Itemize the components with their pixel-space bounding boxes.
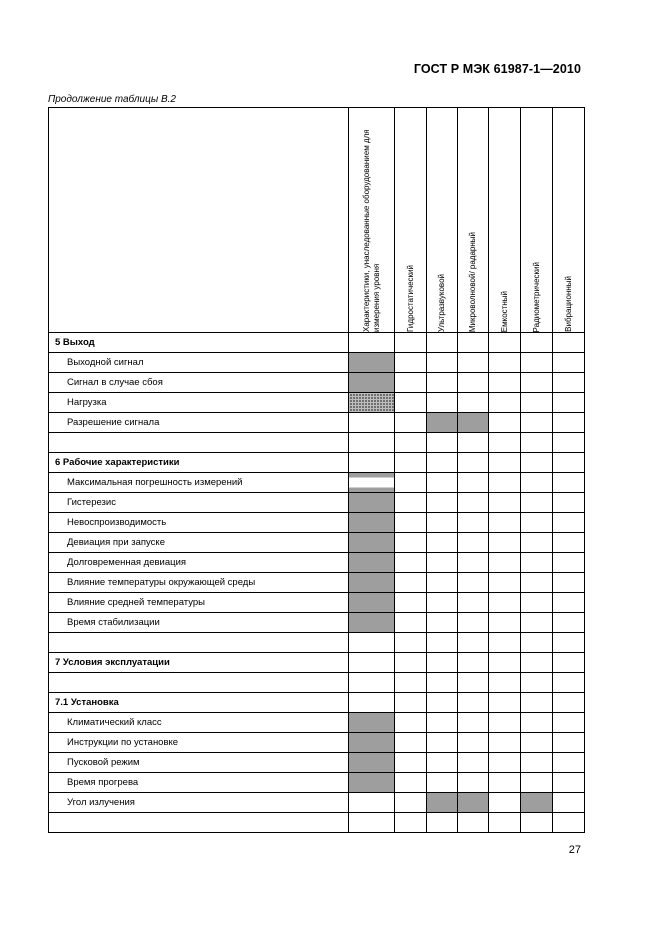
table-cell [427, 613, 458, 633]
table-cell [489, 633, 521, 653]
table-cell [427, 633, 458, 653]
table-cell [427, 573, 458, 593]
table-row [49, 553, 585, 573]
table-cell [458, 633, 489, 653]
table-cell [395, 573, 427, 593]
table-cell [521, 673, 553, 693]
table-cell [427, 753, 458, 773]
column-header-label: Ультразвуковой [437, 273, 446, 332]
table-cell [521, 353, 553, 373]
table-cell [489, 533, 521, 553]
table-cell [427, 473, 458, 493]
table-cell [521, 473, 553, 493]
row-label: Долговременная девиация [49, 553, 349, 573]
table-caption: Продолжение таблицы В.2 [48, 94, 176, 105]
table-row [49, 713, 585, 733]
table-cell [458, 673, 489, 693]
row-label: Максимальная погрешность измерений [49, 473, 349, 493]
table-cell [395, 473, 427, 493]
table-cell [427, 693, 458, 713]
table-cell [553, 593, 585, 613]
table-cell [553, 633, 585, 653]
table-cell [349, 413, 395, 433]
table-cell [458, 733, 489, 753]
table-row [49, 533, 585, 553]
table-header-row [49, 108, 585, 333]
table-cell [349, 673, 395, 693]
table-cell [349, 693, 395, 713]
table-cell [395, 373, 427, 393]
column-header [427, 108, 458, 333]
table-cell [395, 693, 427, 713]
column-header [553, 108, 585, 333]
column-header-label: Емкостный [499, 290, 509, 332]
table-row [49, 473, 585, 493]
table-cell [521, 413, 553, 433]
row-label: Нагрузка [49, 393, 349, 413]
row-label [49, 813, 349, 833]
table-cell [427, 353, 458, 373]
table-cell [489, 333, 521, 353]
row-label: Пусковой режим [49, 753, 349, 773]
column-header [489, 108, 521, 333]
table-cell [553, 773, 585, 793]
table-cell [521, 553, 553, 573]
row-label [49, 673, 349, 693]
table-cell [395, 493, 427, 513]
table-row [49, 753, 585, 773]
table-cell [553, 473, 585, 493]
table-cell [553, 433, 585, 453]
table-row [49, 593, 585, 613]
section-row [49, 453, 585, 473]
table-cell [427, 593, 458, 613]
table-cell [489, 353, 521, 373]
blank-row [49, 433, 585, 453]
marked-cell [427, 413, 458, 433]
table-cell [521, 573, 553, 593]
table-cell [489, 653, 521, 673]
row-label: 6 Рабочие характеристики [49, 453, 349, 473]
table-row [49, 373, 585, 393]
section-row [49, 693, 585, 713]
row-label: Время прогрева [49, 773, 349, 793]
table-cell [521, 513, 553, 533]
table-cell [458, 653, 489, 673]
table-cell [458, 533, 489, 553]
row-label: Невоспроизводимость [49, 513, 349, 533]
table-cell [349, 433, 395, 453]
marked-cell [349, 713, 395, 733]
table-cell [458, 813, 489, 833]
table-cell [458, 613, 489, 633]
table-cell [521, 613, 553, 633]
marked-cell [349, 533, 395, 553]
table-cell [521, 713, 553, 733]
table-cell [427, 393, 458, 413]
marked-cell [349, 773, 395, 793]
table-cell [427, 813, 458, 833]
table-cell [395, 553, 427, 573]
table-cell [458, 433, 489, 453]
column-header [349, 108, 395, 333]
marked-cell [349, 573, 395, 593]
table-cell [553, 733, 585, 753]
marked-cell [458, 413, 489, 433]
table-cell [489, 753, 521, 773]
table-row [49, 413, 585, 433]
table-cell [521, 533, 553, 553]
section-row [49, 653, 585, 673]
table-row [49, 513, 585, 533]
table-cell [553, 533, 585, 553]
table-cell [458, 553, 489, 573]
row-label: Сигнал в случае сбоя [49, 373, 349, 393]
table-cell [489, 733, 521, 753]
table-cell [427, 533, 458, 553]
table-cell [395, 713, 427, 733]
table-cell [489, 493, 521, 513]
page-number: 27 [568, 844, 581, 856]
table-cell [395, 533, 427, 553]
table-cell [521, 493, 553, 513]
table-cell [521, 433, 553, 453]
row-label: Влияние средней температуры [49, 593, 349, 613]
table-cell [427, 373, 458, 393]
row-label: Влияние температуры окружающей среды [49, 573, 349, 593]
table-cell [395, 793, 427, 813]
blank-row [49, 673, 585, 693]
column-header [395, 108, 427, 333]
table-cell [489, 553, 521, 573]
marked-cell [349, 733, 395, 753]
table-cell [395, 753, 427, 773]
table-cell [395, 593, 427, 613]
table-cell [553, 333, 585, 353]
table-cell [349, 633, 395, 653]
table-cell [395, 813, 427, 833]
table-cell [521, 453, 553, 473]
row-label: Разрешение сигнала [49, 413, 349, 433]
table-cell [458, 333, 489, 353]
table-cell [458, 693, 489, 713]
marked-cell [427, 793, 458, 813]
marked-cell [349, 393, 395, 413]
blank-row [49, 633, 585, 653]
table-cell [489, 613, 521, 633]
table-cell [395, 773, 427, 793]
table-cell [395, 613, 427, 633]
table-cell [349, 453, 395, 473]
header-empty-cell [49, 108, 349, 333]
table-cell [489, 773, 521, 793]
table-cell [349, 813, 395, 833]
row-label [49, 433, 349, 453]
table-cell [521, 593, 553, 613]
marked-cell [349, 753, 395, 773]
table-cell [553, 393, 585, 413]
table-cell [553, 713, 585, 733]
table-cell [553, 753, 585, 773]
table-cell [489, 793, 521, 813]
table-cell [521, 633, 553, 653]
table-cell [395, 673, 427, 693]
table-cell [489, 813, 521, 833]
table-cell [395, 333, 427, 353]
table-cell [553, 653, 585, 673]
row-label: Инструкции по установке [49, 733, 349, 753]
table-cell [458, 393, 489, 413]
table-cell [521, 813, 553, 833]
table-cell [395, 633, 427, 653]
table-cell [489, 593, 521, 613]
table-row [49, 793, 585, 813]
table-cell [427, 653, 458, 673]
table-cell [553, 613, 585, 633]
document-header: ГОСТ Р МЭК 61987-1—2010 [413, 62, 581, 76]
table-cell [349, 333, 395, 353]
row-label: Угол излучения [49, 793, 349, 813]
table-cell [427, 433, 458, 453]
table-cell [395, 393, 427, 413]
row-label: Время стабилизации [49, 613, 349, 633]
table-cell [489, 513, 521, 533]
section-row [49, 333, 585, 353]
marked-cell [349, 493, 395, 513]
table-cell [427, 553, 458, 573]
column-header [521, 108, 553, 333]
table-row [49, 393, 585, 413]
table-cell [521, 773, 553, 793]
marked-cell [349, 473, 395, 493]
row-label: Гистерезис [49, 493, 349, 513]
marked-cell [349, 553, 395, 573]
column-header-label: Радиометрический [531, 261, 541, 332]
blank-row [49, 813, 585, 833]
table-cell [553, 353, 585, 373]
row-label: 7 Условия эксплуатации [49, 653, 349, 673]
column-header-label: Микроволновой/ радарный [468, 231, 477, 332]
table-cell [553, 493, 585, 513]
table-cell [521, 733, 553, 753]
table-cell [458, 353, 489, 373]
marked-cell [349, 373, 395, 393]
table-cell [458, 593, 489, 613]
column-header-label: Характеристики, унаследованные оборудованием для измерения уровня [361, 129, 381, 332]
row-label: 5 Выход [49, 333, 349, 353]
table-cell [521, 753, 553, 773]
row-label: 7.1 Установка [49, 693, 349, 713]
table-cell [427, 713, 458, 733]
table-cell [553, 553, 585, 573]
table-cell [427, 493, 458, 513]
table-cell [395, 733, 427, 753]
table-cell [553, 673, 585, 693]
table-cell [553, 573, 585, 593]
column-header-label: Гидростатический [405, 265, 415, 332]
table-cell [427, 513, 458, 533]
table-cell [458, 773, 489, 793]
marked-cell [349, 513, 395, 533]
marked-cell [458, 793, 489, 813]
table-cell [553, 693, 585, 713]
table-cell [521, 373, 553, 393]
table-cell [489, 473, 521, 493]
table-row [49, 733, 585, 753]
table-row [49, 573, 585, 593]
table-cell [395, 433, 427, 453]
marked-cell [349, 613, 395, 633]
table-cell [521, 693, 553, 713]
table-cell [458, 453, 489, 473]
column-header [458, 108, 489, 333]
row-label: Климатический класс [49, 713, 349, 733]
table-cell [395, 653, 427, 673]
table-cell [489, 393, 521, 413]
table-cell [458, 713, 489, 733]
table-row [49, 493, 585, 513]
table-row [49, 613, 585, 633]
table-cell [489, 453, 521, 473]
table-cell [553, 453, 585, 473]
table-cell [427, 773, 458, 793]
table-cell [427, 733, 458, 753]
table-cell [395, 453, 427, 473]
table-cell [458, 573, 489, 593]
table-cell [458, 373, 489, 393]
table-cell [458, 473, 489, 493]
row-label: Девиация при запуске [49, 533, 349, 553]
column-header-label: Вибрационный [563, 276, 573, 332]
table-cell [489, 413, 521, 433]
table-cell [349, 653, 395, 673]
table-cell [489, 673, 521, 693]
table-row [49, 353, 585, 373]
table-cell [395, 413, 427, 433]
marked-cell [521, 793, 553, 813]
table-cell [553, 793, 585, 813]
table-cell [458, 753, 489, 773]
table-cell [553, 373, 585, 393]
table-cell [489, 573, 521, 593]
table-cell [521, 653, 553, 673]
data-table [48, 107, 585, 833]
table-cell [489, 713, 521, 733]
table-cell [489, 693, 521, 713]
table-cell [427, 333, 458, 353]
row-label: Выходной сигнал [49, 353, 349, 373]
table-cell [458, 513, 489, 533]
table-cell [489, 373, 521, 393]
table-cell [553, 513, 585, 533]
row-label [49, 633, 349, 653]
table-cell [489, 433, 521, 453]
marked-cell [349, 353, 395, 373]
table-cell [395, 353, 427, 373]
marked-cell [349, 593, 395, 613]
table-cell [458, 493, 489, 513]
table-cell [553, 813, 585, 833]
table-cell [349, 793, 395, 813]
table-cell [395, 513, 427, 533]
table-cell [427, 673, 458, 693]
table-row [49, 773, 585, 793]
table-cell [521, 333, 553, 353]
table-cell [553, 413, 585, 433]
table-cell [521, 393, 553, 413]
table-cell [427, 453, 458, 473]
